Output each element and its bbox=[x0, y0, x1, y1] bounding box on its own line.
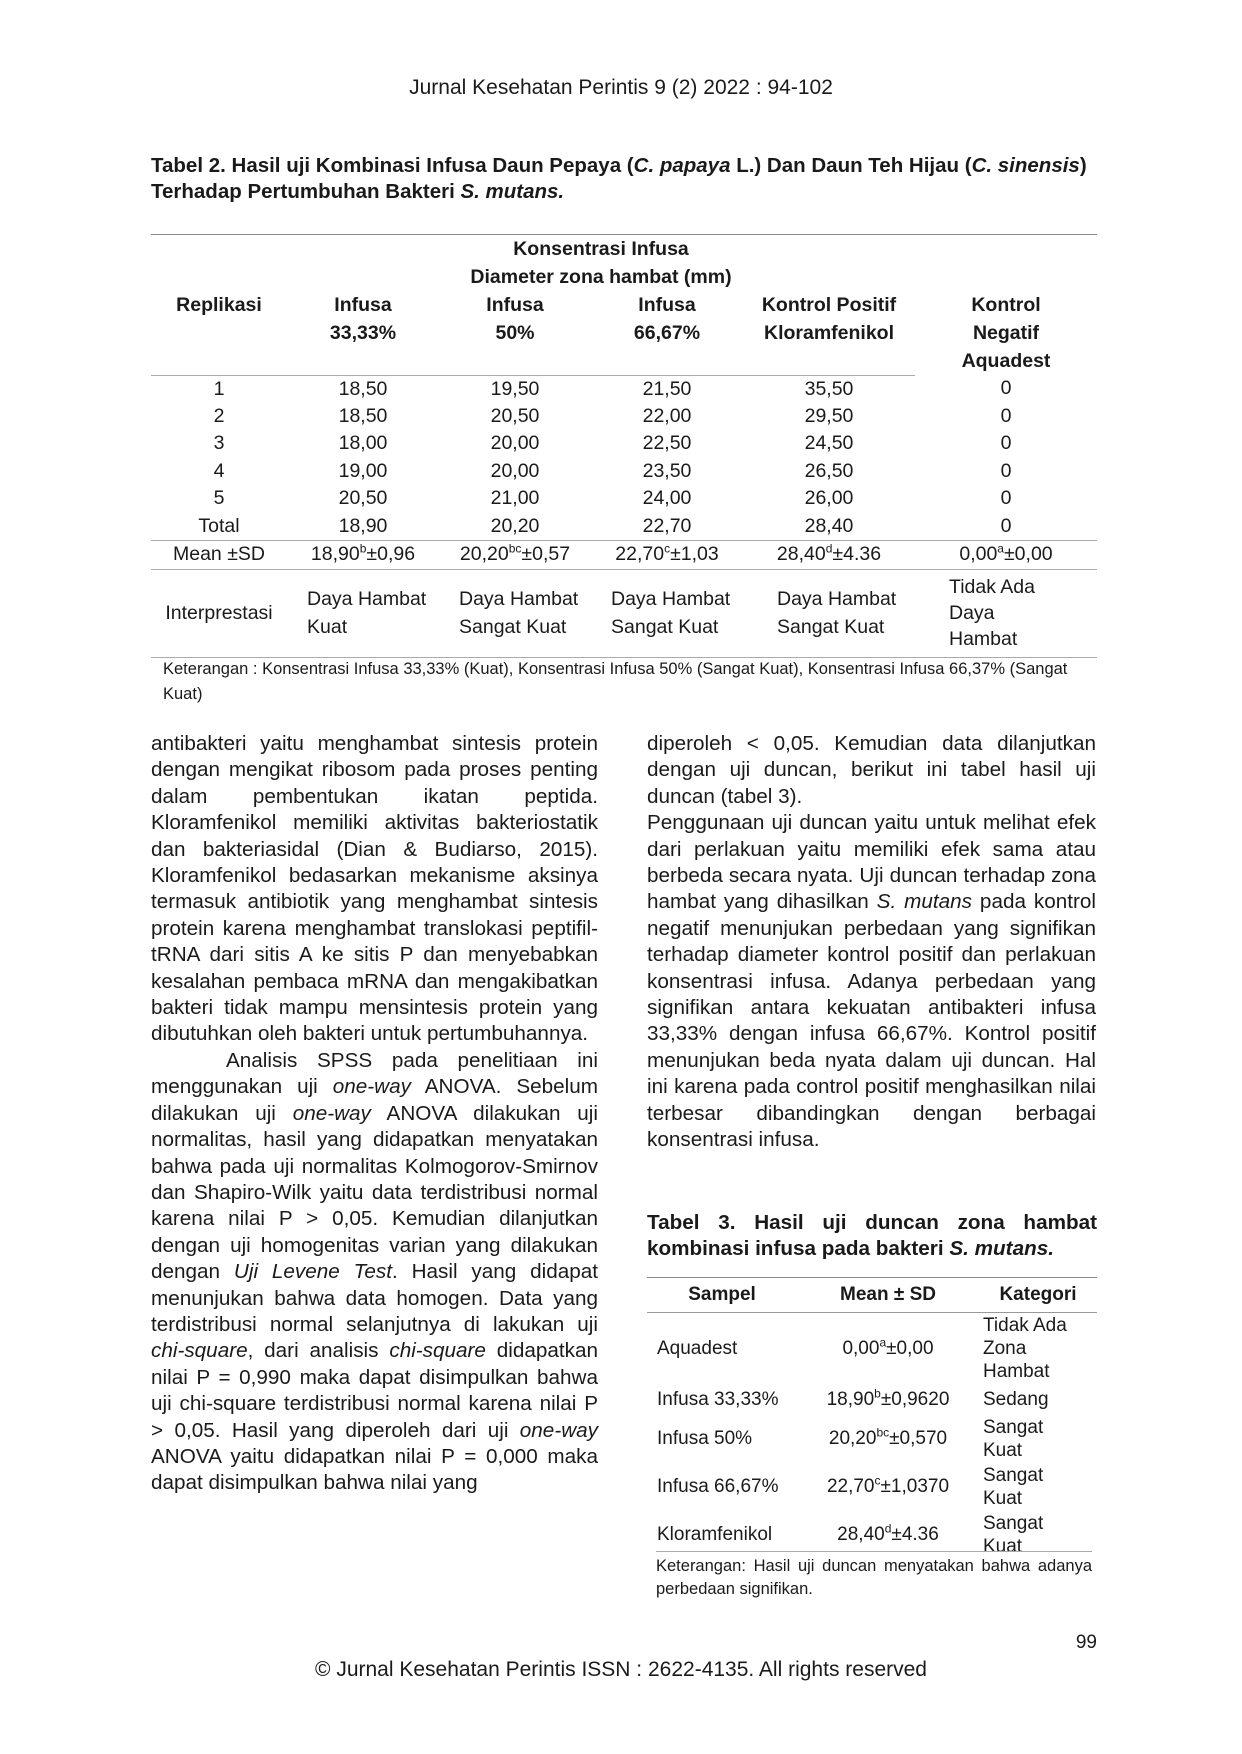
table2-title: Tabel 2. Hasil uji Kombinasi Infusa Daun Pepaya (C. papaya L.) Dan Daun Teh Hijau (C. sinensis) Terhadap Pertumbuhan Bakteri S. mutans. bbox=[151, 154, 1087, 203]
table-row: Infusa 50% 20,20$^{bc}$±0,570 Sangat Kuat bbox=[657, 1416, 1044, 1461]
left-column bbox=[151, 731, 598, 1497]
table-row: 5 20,50 21,00 24,00 26,00 0 bbox=[213, 487, 1012, 510]
col-header-replikasi: Replikasi bbox=[176, 293, 262, 316]
table-row: Infusa 66,67% 22,70$^c$±1,0370 Sangat Kuat bbox=[657, 1464, 1044, 1509]
group-header-1: Konsentrasi Infusa bbox=[513, 237, 689, 260]
table-row: Infusa 33,33% 18,90$^b$±0,9620 Sedang bbox=[657, 1386, 1049, 1410]
col-header: 50% bbox=[495, 321, 535, 344]
col-header: Kontrol Positif bbox=[761, 293, 897, 316]
col-header: 66,67% bbox=[633, 321, 701, 344]
table-row: 4 19,00 20,00 23,50 26,50 0 bbox=[213, 459, 1012, 482]
table3-title: Tabel 3. Hasil uji duncan zona hambat kombinasi infusa pada bakteri S. mutans. bbox=[647, 1211, 1097, 1261]
table-row: Aquadest 0,00$^a$±0,00 Tidak Ada Zona Hambat bbox=[657, 1315, 1067, 1383]
table3-note: Keterangan: Hasil uji duncan menyatakan bahwa adanya perbedaan signifikan. bbox=[656, 1551, 1092, 1601]
table-row: 2 18,50 20,50 22,00 29,50 0 bbox=[213, 404, 1012, 427]
table-row: 3 18,00 20,00 22,50 24,50 0 bbox=[213, 432, 1012, 455]
journal-header: Jurnal Kesehatan Perintis 9 (2) 2022 : 94-102 bbox=[409, 76, 833, 99]
paragraph: Penggunaan uji duncan yaitu untuk melihat efek dari perlakuan yaitu memiliki efek sama atau berbeda secara nyata. Uji duncan terhadap zona hambat yang dihasilkan S. mutans pada kontrol negatif menunjukan perbedaan yang signifikan terhadap diameter kontrol positif dan perlakuan konsentrasi infusa. Adanya perbedaan yang signifikan antara kekuatan antibakteri infusa 33,33% dengan infusa 66,67%. Kontrol positif menunjukan beda nyata dalam uji duncan. Hal ini karena pada control positif menghasilkan nilai terbesar dibandingkan dengan berbagai konsentrasi infusa. bbox=[647, 811, 1096, 1152]
right-column bbox=[647, 731, 1096, 1154]
col-header: Kategori bbox=[979, 1278, 1097, 1313]
table-row-interpretation: Interprestasi Daya Hambat Kuat Daya Hambat Sangat Kuat Daya Hambat Sangat Kuat Daya Hambat Sangat Kuat Tidak Ada Daya Hambat bbox=[151, 569, 1097, 657]
col-header: Mean ± SD bbox=[797, 1278, 979, 1313]
group-header-2: Diameter zona hambat (mm) bbox=[470, 265, 732, 288]
table-row-mean: Mean ±SD 18,90$^b$±0,96 20,20$^{bc}$±0,57 22,70$^c$±1,03 28,40$^d$±4.36 0,00$^a$±0,00 bbox=[151, 540, 1097, 569]
table3 bbox=[647, 1277, 1097, 1559]
col-header: Kloramfenikol bbox=[763, 321, 895, 344]
col-header: Infusa bbox=[334, 293, 392, 316]
col-header: Negatif bbox=[972, 321, 1040, 344]
table-row-total: Total 18,90 20,20 22,70 28,40 0 bbox=[151, 513, 1097, 541]
col-header: Sampel bbox=[647, 1278, 797, 1313]
col-header: 33,33% bbox=[329, 321, 397, 344]
table2-note: Keterangan : Konsentrasi Infusa 33,33% (Kuat), Konsentrasi Infusa 50% (Sangat Kuat), Konsentrasi Infusa 66,37% (Sangat Kuat) bbox=[163, 660, 1068, 703]
table-row: 1 18,50 19,50 21,50 35,50 0 bbox=[213, 377, 1012, 400]
paragraph: Analisis SPSS pada penelitiaan ini menggunakan uji one-way ANOVA. Sebelum dilakukan uji one-way ANOVA dilakukan uji normalitas, hasil yang didapatkan menyatakan bahwa pada uji normalitas Kolmogorov-Smirnov dan Shapiro-Wilk yaitu data terdistribusi normal karena nilai P > 0,05. Kemudian dilanjutkan dengan uji homogenitas varian yang dilakukan dengan Uji Levene Test. Hasil yang didapat menunjukan bahwa data homogen. Data yang terdistribusi normal selanjutnya di lakukan uji chi-square, dari analisis chi-square didapatkan nilai P = 0,990 maka dapat disimpulkan bahwa uji chi-square terdistribusi normal karena nilai P > 0,05. Hasil yang diperoleh dari uji one-way ANOVA yaitu didapatkan nilai P = 0,000 maka dapat disimpulkan bahwa nilai yang bbox=[151, 1048, 599, 1495]
paragraph: antibakteri yaitu menghambat sintesis protein dengan mengikat ribosom pada proses penting dalam pembentukan ikatan peptida. Kloramfenikol memiliki aktivitas bakteriostatik dan bakteriasidal (Dian & Budiarso, 2015). Kloramfenikol bedasarkan mekanisme aksinya termasuk antibiotik yang menghambat sintesis protein karena menghambat translokasi peptifil-tRNA dari sitis A ke sitis P dan menyebabkan kesalahan pembaca mRNA dan mengakibatkan bakteri tidak mampu mensintesis protein yang dibutuhkan oleh bakteri untuk pertumbuhannya. bbox=[151, 732, 598, 1046]
table-row: Kloramfenikol 28,40$^d$±4.36 Sangat Kuat bbox=[657, 1512, 1044, 1557]
col-header: Infusa bbox=[638, 293, 696, 316]
table2 bbox=[151, 234, 1097, 658]
page-number: 99 bbox=[1075, 1632, 1097, 1653]
col-header: Infusa bbox=[486, 293, 544, 316]
col-header: Aquadest bbox=[961, 349, 1051, 372]
paragraph: diperoleh < 0,05. Kemudian data dilanjutkan dengan uji duncan, berikut ini tabel hasil uji duncan (tabel 3). bbox=[647, 732, 1096, 808]
footer-copyright: © Jurnal Kesehatan Perintis ISSN : 2622-4135. All rights reserved bbox=[315, 1658, 927, 1681]
col-header: Kontrol bbox=[971, 293, 1041, 316]
